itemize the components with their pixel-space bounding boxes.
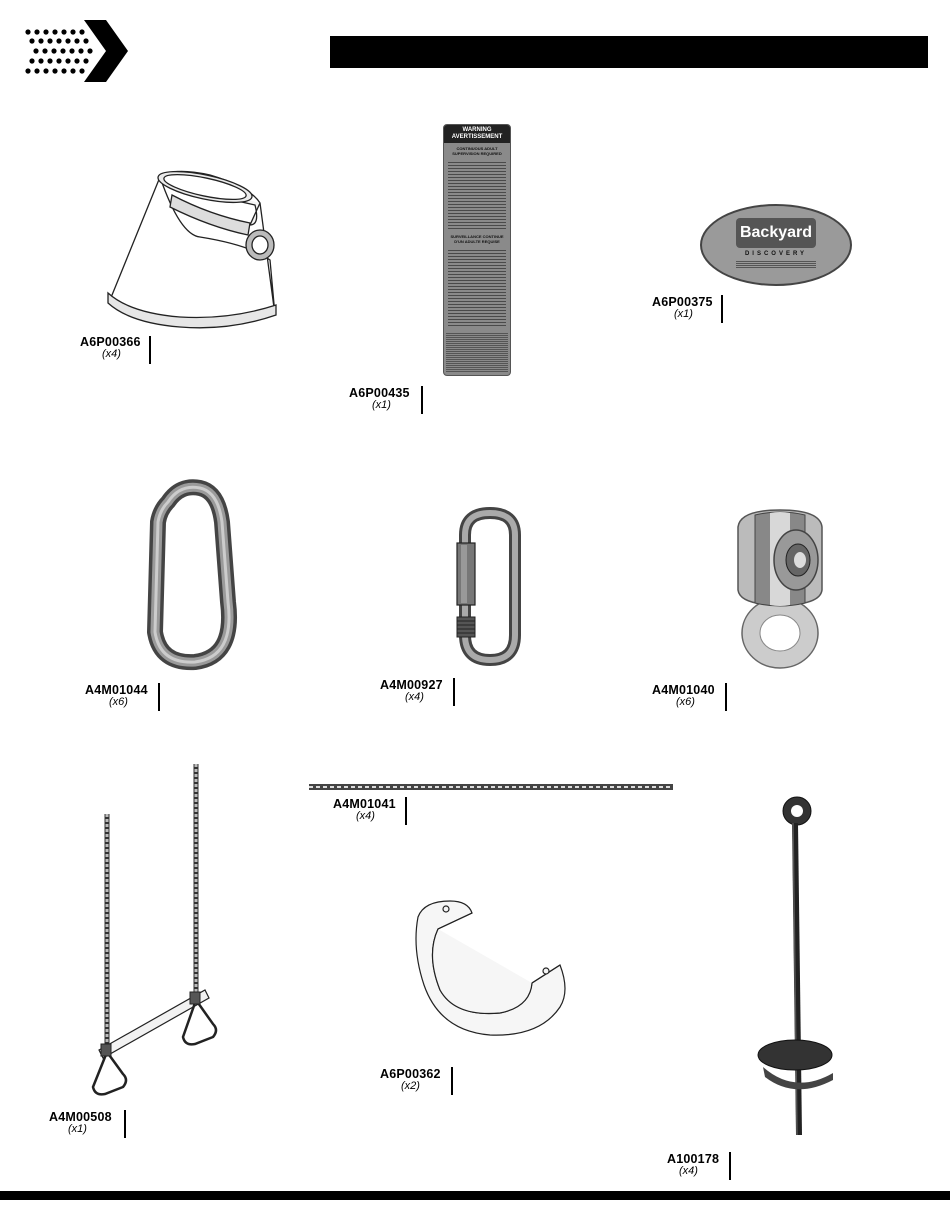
part-code: A4M01040 xyxy=(652,683,715,697)
part-quantity: (x1) xyxy=(674,308,693,320)
warning-sub-1: CONTINUOUS ADULT xyxy=(456,146,498,151)
part-divider xyxy=(149,336,151,364)
slide-cap-icon xyxy=(100,165,290,335)
part-code: A4M01041 xyxy=(333,797,396,811)
part-quantity: (x6) xyxy=(109,696,128,708)
part-quantity: (x1) xyxy=(68,1123,87,1135)
part-code: A6P00435 xyxy=(349,386,410,400)
part-divider xyxy=(124,1110,126,1138)
part-code: A4M00927 xyxy=(380,678,443,692)
chain-icon xyxy=(307,780,675,794)
part-code: A6P00375 xyxy=(652,295,713,309)
part-divider xyxy=(729,1152,731,1180)
swivel-icon xyxy=(730,505,840,675)
part-divider xyxy=(421,386,423,414)
part-code: A100178 xyxy=(667,1152,720,1166)
part-divider xyxy=(405,797,407,825)
warning-sub-4: D'UN ADULTE REQUISE xyxy=(454,239,500,244)
backyard-discovery-badge-icon xyxy=(700,204,852,286)
curved-bracket-icon xyxy=(410,895,570,1045)
part-code: A4M01044 xyxy=(85,683,148,697)
part-quantity: (x1) xyxy=(372,399,391,411)
part-quantity: (x2) xyxy=(401,1080,420,1092)
part-divider xyxy=(725,683,727,711)
part-divider xyxy=(721,295,723,323)
quick-link-icon xyxy=(445,505,530,670)
warning-title-fr: AVERTISSEMENT xyxy=(451,134,503,140)
carabiner-icon xyxy=(140,482,240,672)
part-code: A6P00366 xyxy=(80,335,141,349)
warning-sub-2: SUPERVISION REQUIRED xyxy=(452,151,502,156)
part-code: A4M00508 xyxy=(49,1110,112,1124)
footer-bar xyxy=(0,1191,950,1200)
ground-anchor-icon xyxy=(755,795,845,1145)
part-quantity: (x6) xyxy=(676,696,695,708)
warning-sub-3: SURVEILLANCE CONTINUE xyxy=(450,234,504,239)
part-quantity: (x4) xyxy=(679,1165,698,1177)
part-quantity: (x4) xyxy=(405,691,424,703)
part-quantity: (x4) xyxy=(356,810,375,822)
trapeze-bar-icon xyxy=(85,762,235,1107)
part-divider xyxy=(451,1067,453,1095)
badge-brand: Backyard xyxy=(736,218,816,248)
part-divider xyxy=(453,678,455,706)
part-quantity: (x4) xyxy=(102,348,121,360)
badge-sub: DISCOVERY xyxy=(744,251,808,257)
chevron-arrow-logo-icon xyxy=(22,20,132,82)
warning-title: WARNING xyxy=(462,127,492,133)
part-divider xyxy=(158,683,160,711)
header-bar xyxy=(330,36,928,68)
part-code: A6P00362 xyxy=(380,1067,441,1081)
warning-label-icon xyxy=(443,124,511,376)
